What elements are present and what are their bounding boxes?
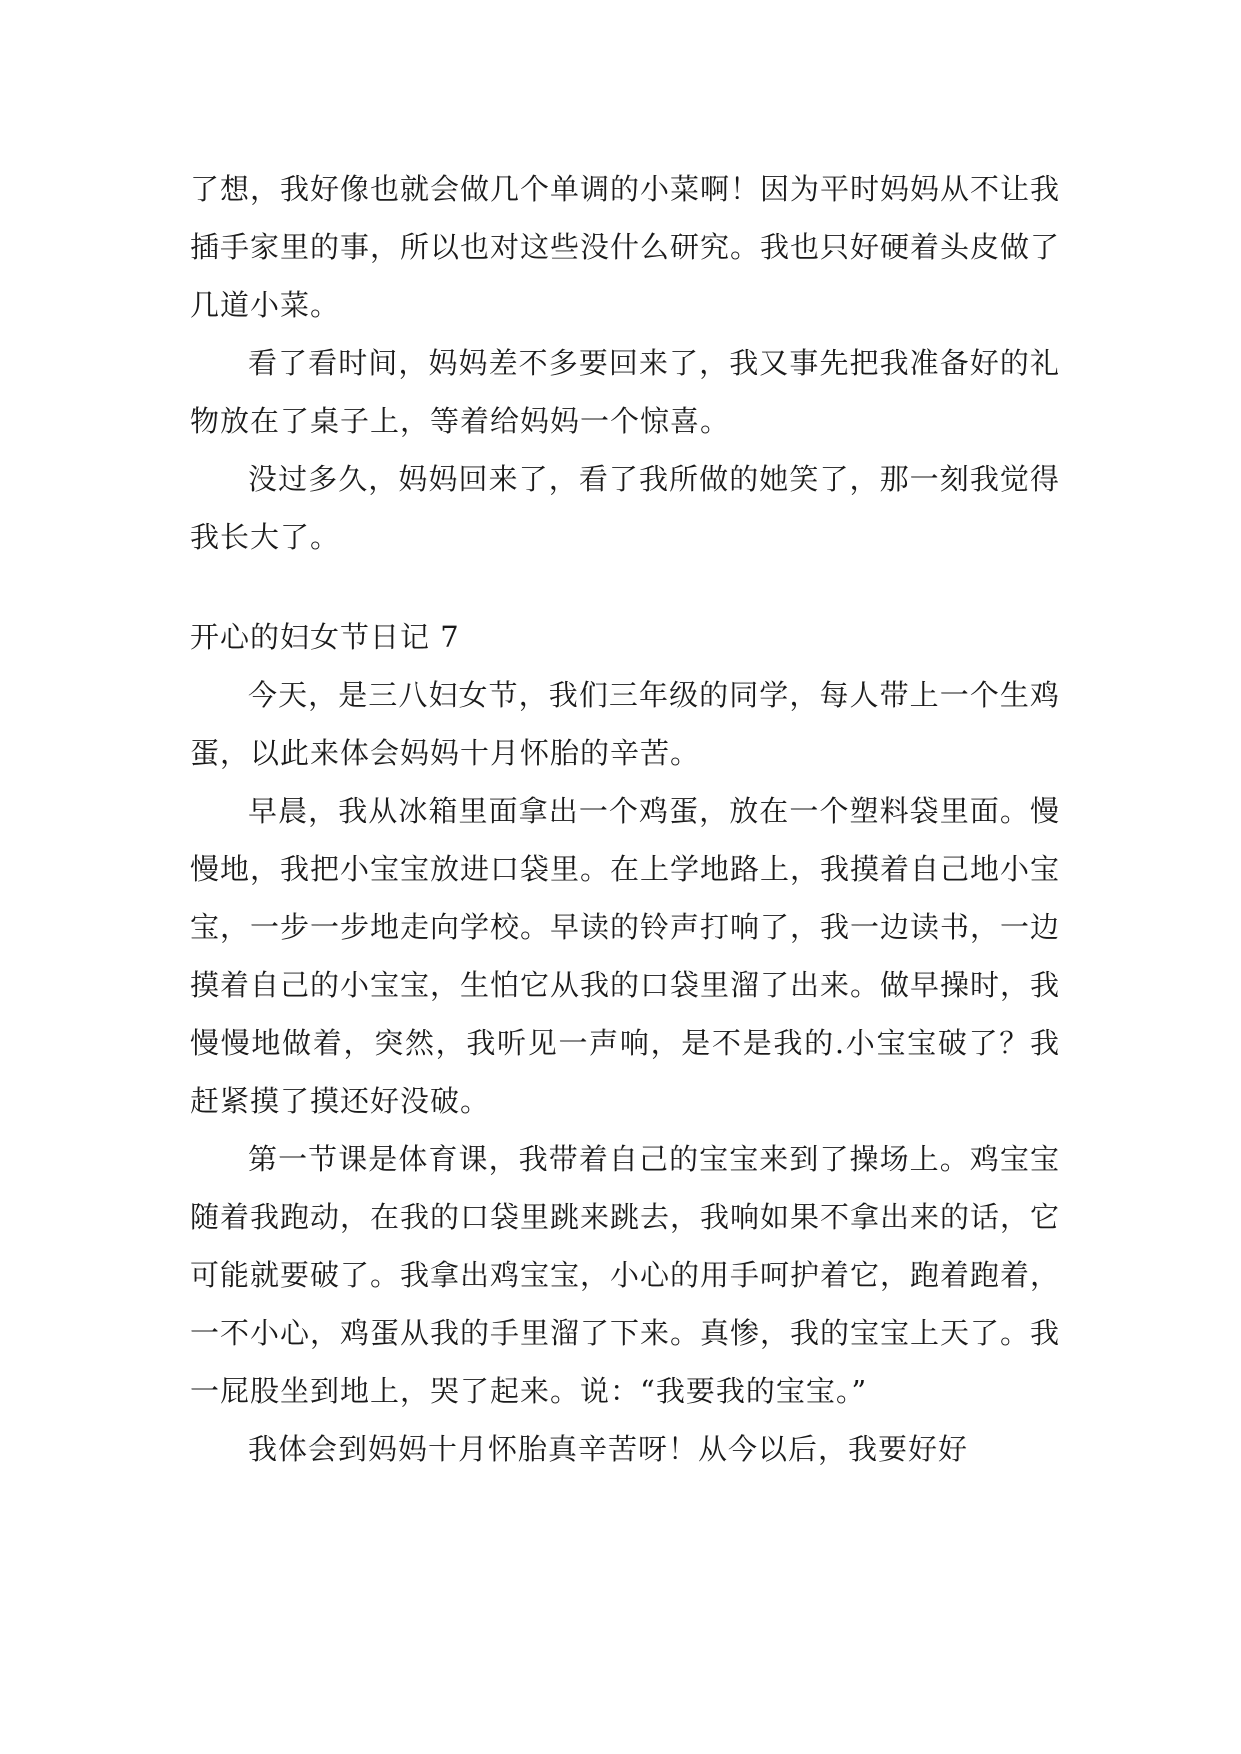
paragraph-check-time: 看了看时间，妈妈差不多要回来了，我又事先把我准备好的礼物放在了桌子上，等着给妈妈一个惊喜。 <box>190 346 1060 438</box>
document-body <box>190 160 1060 1478</box>
paragraph-continuation: 了想，我好像也就会做几个单调的小菜啊！因为平时妈妈从不让我插手家里的事，所以也对这些没什么研究。我也只好硬着头皮做了几道小菜。 <box>190 172 1061 322</box>
section-spacer <box>190 566 1060 608</box>
paragraph-conclusion: 我体会到妈妈十月怀胎真辛苦呀！从今以后，我要好好 <box>248 1432 969 1466</box>
section-title: 开心的妇女节日记 7 <box>190 620 460 654</box>
paragraph-mother-returns: 没过多久，妈妈回来了，看了我所做的她笑了，那一刻我觉得我长大了。 <box>190 462 1060 554</box>
paragraph-morning: 早晨，我从冰箱里面拿出一个鸡蛋，放在一个塑料袋里面。慢慢地，我把小宝宝放进口袋里。在上学地路上，我摸着自己地小宝宝，一步一步地走向学校。早读的铃声打响了，我一边读书，一边摸着自己的小宝宝，生怕它从我的口袋里溜了出来。做早操时，我慢慢地做着，突然，我听见一声响，是不是我的.小宝宝破了？我赶紧摸了摸还好没破。 <box>190 794 1061 1118</box>
paragraph-pe-class: 第一节课是体育课，我带着自己的宝宝来到了操场上。鸡宝宝随着我跑动，在我的口袋里跳来跳去，我响如果不拿出来的话，它可能就要破了。我拿出鸡宝宝，小心的用手呵护着它，跑着跑着，一不小心，鸡蛋从我的手里溜了下来。真惨，我的宝宝上天了。我一屁股坐到地上，哭了起来。说：“我要我的宝宝。” <box>190 1142 1061 1408</box>
paragraph-intro: 今天，是三八妇女节，我们三年级的同学，每人带上一个生鸡蛋，以此来体会妈妈十月怀胎的辛苦。 <box>190 678 1060 770</box>
